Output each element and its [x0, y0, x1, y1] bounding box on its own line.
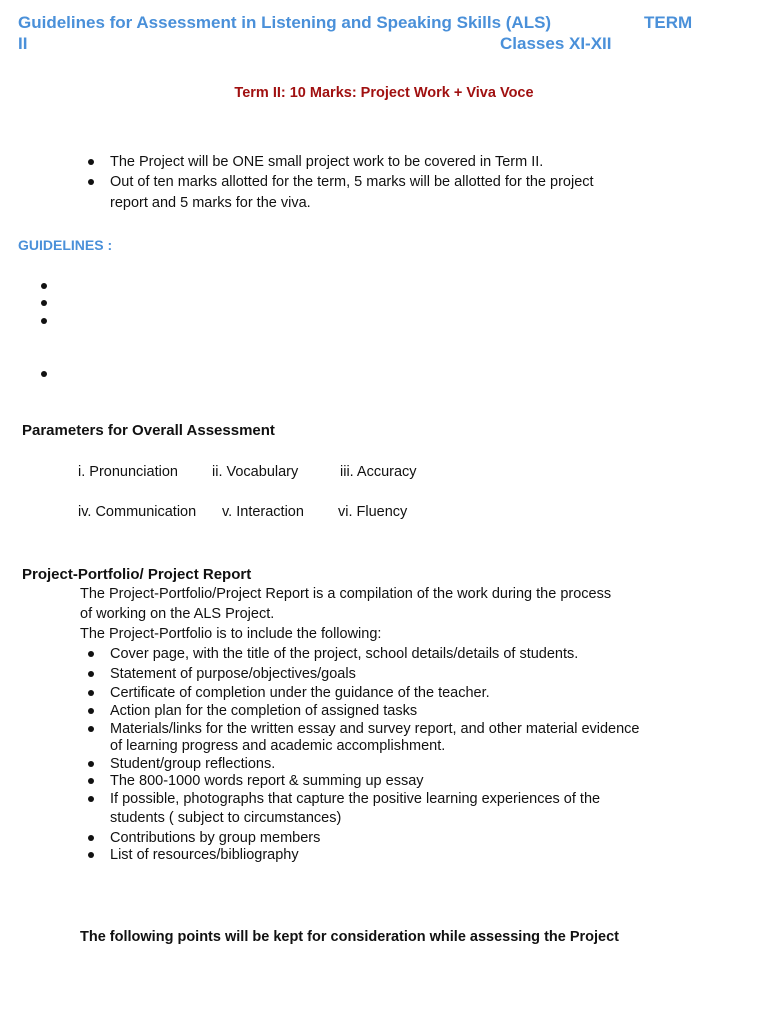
portfolio-paragraph-continuation: of working on the ALS Project. — [80, 606, 275, 622]
list-item: The Project will be ONE small project work to be covered in Term II. — [110, 154, 544, 170]
parameter-item: iii. Accuracy — [340, 464, 417, 480]
bullet-dot — [88, 179, 94, 185]
list-item: Certificate of completion under the guidance of the teacher. — [110, 685, 490, 701]
parameters-title: Parameters for Overall Assessment — [22, 422, 275, 439]
list-item: Cover page, with the title of the project, school details/details of students. — [110, 646, 579, 662]
list-item-continuation: report and 5 marks for the viva. — [110, 195, 311, 211]
list-item-continuation: of learning progress and academic accomplishment. — [110, 738, 446, 754]
list-item: Statement of purpose/objectives/goals — [110, 666, 356, 682]
bullet-dot — [88, 761, 94, 767]
guidelines-label: GUIDELINES : — [18, 237, 113, 253]
parameter-item: v. Interaction — [222, 504, 304, 520]
bullet-dot — [88, 778, 94, 784]
list-item: Contributions by group members — [110, 830, 321, 846]
list-item-continuation: students ( subject to circumstances) — [110, 810, 342, 826]
bullet-dot — [41, 318, 47, 324]
list-item: If possible, photographs that capture the positive learning experiences of the — [110, 791, 601, 807]
parameter-item: ii. Vocabulary — [212, 464, 299, 480]
bullet-dot — [88, 708, 94, 714]
parameter-item: vi. Fluency — [338, 504, 408, 520]
bullet-dot — [41, 371, 47, 377]
parameter-item: i. Pronunciation — [78, 464, 178, 480]
bullet-dot — [88, 796, 94, 802]
bullet-dot — [88, 852, 94, 858]
bullet-dot — [88, 651, 94, 657]
portfolio-intro: The Project-Portfolio is to include the following: — [80, 626, 382, 642]
assessment-note: The following points will be kept for consideration while assessing the Project — [80, 929, 619, 945]
list-item: Student/group reflections. — [110, 756, 276, 772]
portfolio-title: Project-Portfolio/ Project Report — [22, 566, 252, 583]
list-item: Out of ten marks allotted for the term, 5 marks will be allotted for the project — [110, 174, 594, 190]
list-item: Materials/links for the written essay and survey report, and other material evidence — [110, 721, 640, 737]
list-item: Action plan for the completion of assigned tasks — [110, 703, 418, 719]
classes-label: Classes XI-XII — [500, 34, 612, 53]
term-roman: II — [18, 34, 28, 53]
bullet-dot — [88, 726, 94, 732]
bullet-dot — [88, 159, 94, 165]
bullet-dot — [88, 671, 94, 677]
parameter-item: iv. Communication — [78, 504, 197, 520]
section-subtitle: Term II: 10 Marks: Project Work + Viva Voce — [234, 85, 534, 101]
bullet-dot — [88, 690, 94, 696]
list-item: List of resources/bibliography — [110, 847, 299, 863]
document-title: Guidelines for Assessment in Listening and Speaking Skills (ALS) — [18, 13, 552, 32]
bullet-dot — [41, 283, 47, 289]
bullet-dot — [88, 835, 94, 841]
portfolio-paragraph: The Project-Portfolio/Project Report is a compilation of the work during the process — [80, 586, 612, 602]
bullet-dot — [41, 300, 47, 306]
list-item: The 800-1000 words report & summing up essay — [110, 773, 424, 789]
term-label: TERM — [644, 13, 693, 32]
